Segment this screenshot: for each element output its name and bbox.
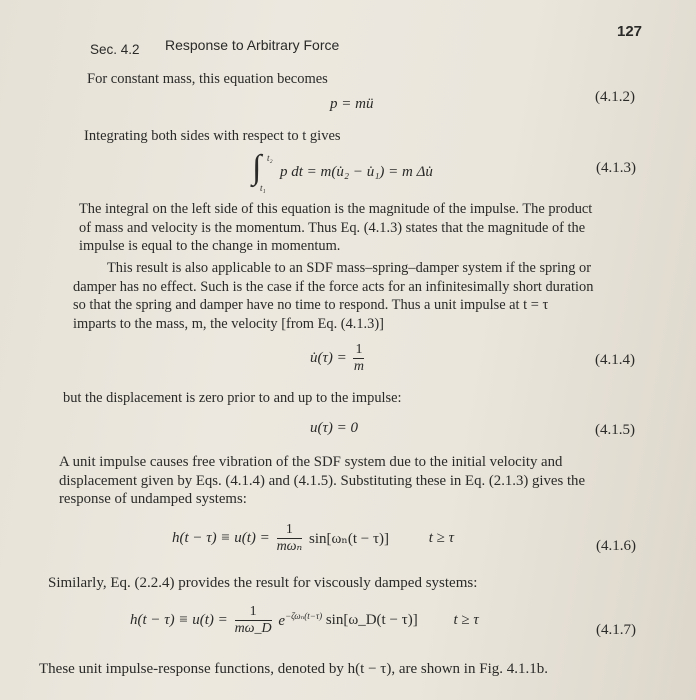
fraction-numerator: 1 (355, 342, 363, 357)
paragraph-impulse (79, 200, 641, 256)
paragraph-line: impulse is equal to the change in momentum. (79, 238, 341, 255)
exponential-power: −ζωₙ(t−τ) (285, 611, 323, 621)
paragraph-line: A unit impulse causes free vibration of the SDF system due to the initial velocity and (59, 454, 563, 470)
integral-upper-limit: t₂ (267, 153, 273, 163)
paragraph-line: damper has no effect. Such is the case if the force acts for an infinitesimally short duration (73, 278, 594, 295)
equation-4-1-7-lhs: h(t − τ) ≡ u(t) = (130, 612, 228, 628)
equation-4-1-3-body: p dt = m(u̇₂ − u̇₁) = m Δu̇ (280, 164, 433, 180)
paragraph-line: displacement given by Eqs. (4.1.4) and (4.1.5). Substituting these in Eq. (2.1.3) gives the (59, 472, 586, 489)
equation-4-1-6-condition: t ≥ τ (428, 530, 455, 546)
paragraph-summary: These unit impulse-response functions, denoted by h(t − τ), are shown in Fig. 4.1.1b. (39, 661, 548, 677)
equation-4-1-6-rhs: sin[ωₙ(t − τ)] (308, 531, 389, 547)
fraction-numerator: 1 (235, 604, 272, 621)
fraction-denominator: mωₙ (276, 539, 303, 554)
section-number: Sec. 4.2 (90, 42, 140, 57)
exponential-base: e (278, 613, 286, 629)
equation-4-1-4-lhs: u̇(τ) = (310, 350, 347, 366)
integral-sign: ∫ (252, 149, 262, 186)
equation-4-1-5-body: u(τ) = 0 (310, 420, 358, 436)
fraction-denominator: m (353, 359, 365, 374)
equation-number-4-1-5: (4.1.5) (595, 422, 635, 438)
equation-number-4-1-3: (4.1.3) (596, 160, 636, 176)
equation-4-1-4 (310, 342, 367, 375)
equation-4-1-6-lhs: h(t − τ) ≡ u(t) = (172, 530, 270, 546)
equation-4-1-7-condition: t ≥ τ (453, 612, 479, 628)
fraction (235, 604, 272, 637)
equation-4-1-7-rhs: sin[ω_D(t − τ)] (325, 612, 418, 628)
paragraph-line: of mass and velocity is the momentum. Thus Eq. (4.1.3) states that the magnitude of the (79, 219, 586, 236)
fraction-numerator: 1 (277, 522, 303, 539)
equation-number-4-1-7: (4.1.7) (596, 622, 636, 638)
equation-4-1-3 (252, 149, 492, 195)
paragraph-line: so that the spring and damper have no time to respond. Thus a unit impulse at t = τ (73, 297, 549, 314)
fraction (277, 522, 303, 555)
paragraph-displacement: but the displacement is zero prior to and up to the impulse: (63, 390, 402, 406)
equation-number-4-1-4: (4.1.4) (595, 352, 635, 368)
equation-4-1-2-body: p = mü (330, 96, 374, 112)
paragraph-integrating: Integrating both sides with respect to t gives (84, 128, 341, 144)
paragraph-line: The integral on the left side of this equation is the magnitude of the impulse. The product (79, 201, 593, 217)
paragraph-line: imparts to the mass, m, the velocity [from Eq. (4.1.3)] (73, 315, 384, 332)
equation-number-4-1-2: (4.1.2) (595, 89, 635, 105)
equation-number-4-1-6: (4.1.6) (596, 538, 636, 554)
equation-4-1-7 (130, 604, 479, 637)
paragraph-sdf (73, 259, 641, 333)
fraction (353, 342, 364, 375)
equation-4-1-5 (310, 420, 358, 437)
fraction-denominator: mω_D (234, 621, 272, 636)
paragraph-intro: For constant mass, this equation becomes (87, 71, 328, 87)
paragraph-line: response of undamped systems: (59, 491, 247, 508)
equation-4-1-6 (172, 522, 454, 555)
section-title: Response to Arbitrary Force (165, 37, 340, 53)
paragraph-line: This result is also applicable to an SDF mass–spring–damper system if the spring or (107, 260, 592, 276)
exponential (278, 613, 322, 629)
equation-4-1-2 (330, 96, 373, 113)
page-number: 127 (617, 23, 643, 40)
paragraph-damped: Similarly, Eq. (2.2.4) provides the result for viscously damped systems: (48, 575, 478, 591)
integral-lower-limit: t₁ (260, 183, 266, 193)
paragraph-unit-impulse (59, 453, 642, 509)
